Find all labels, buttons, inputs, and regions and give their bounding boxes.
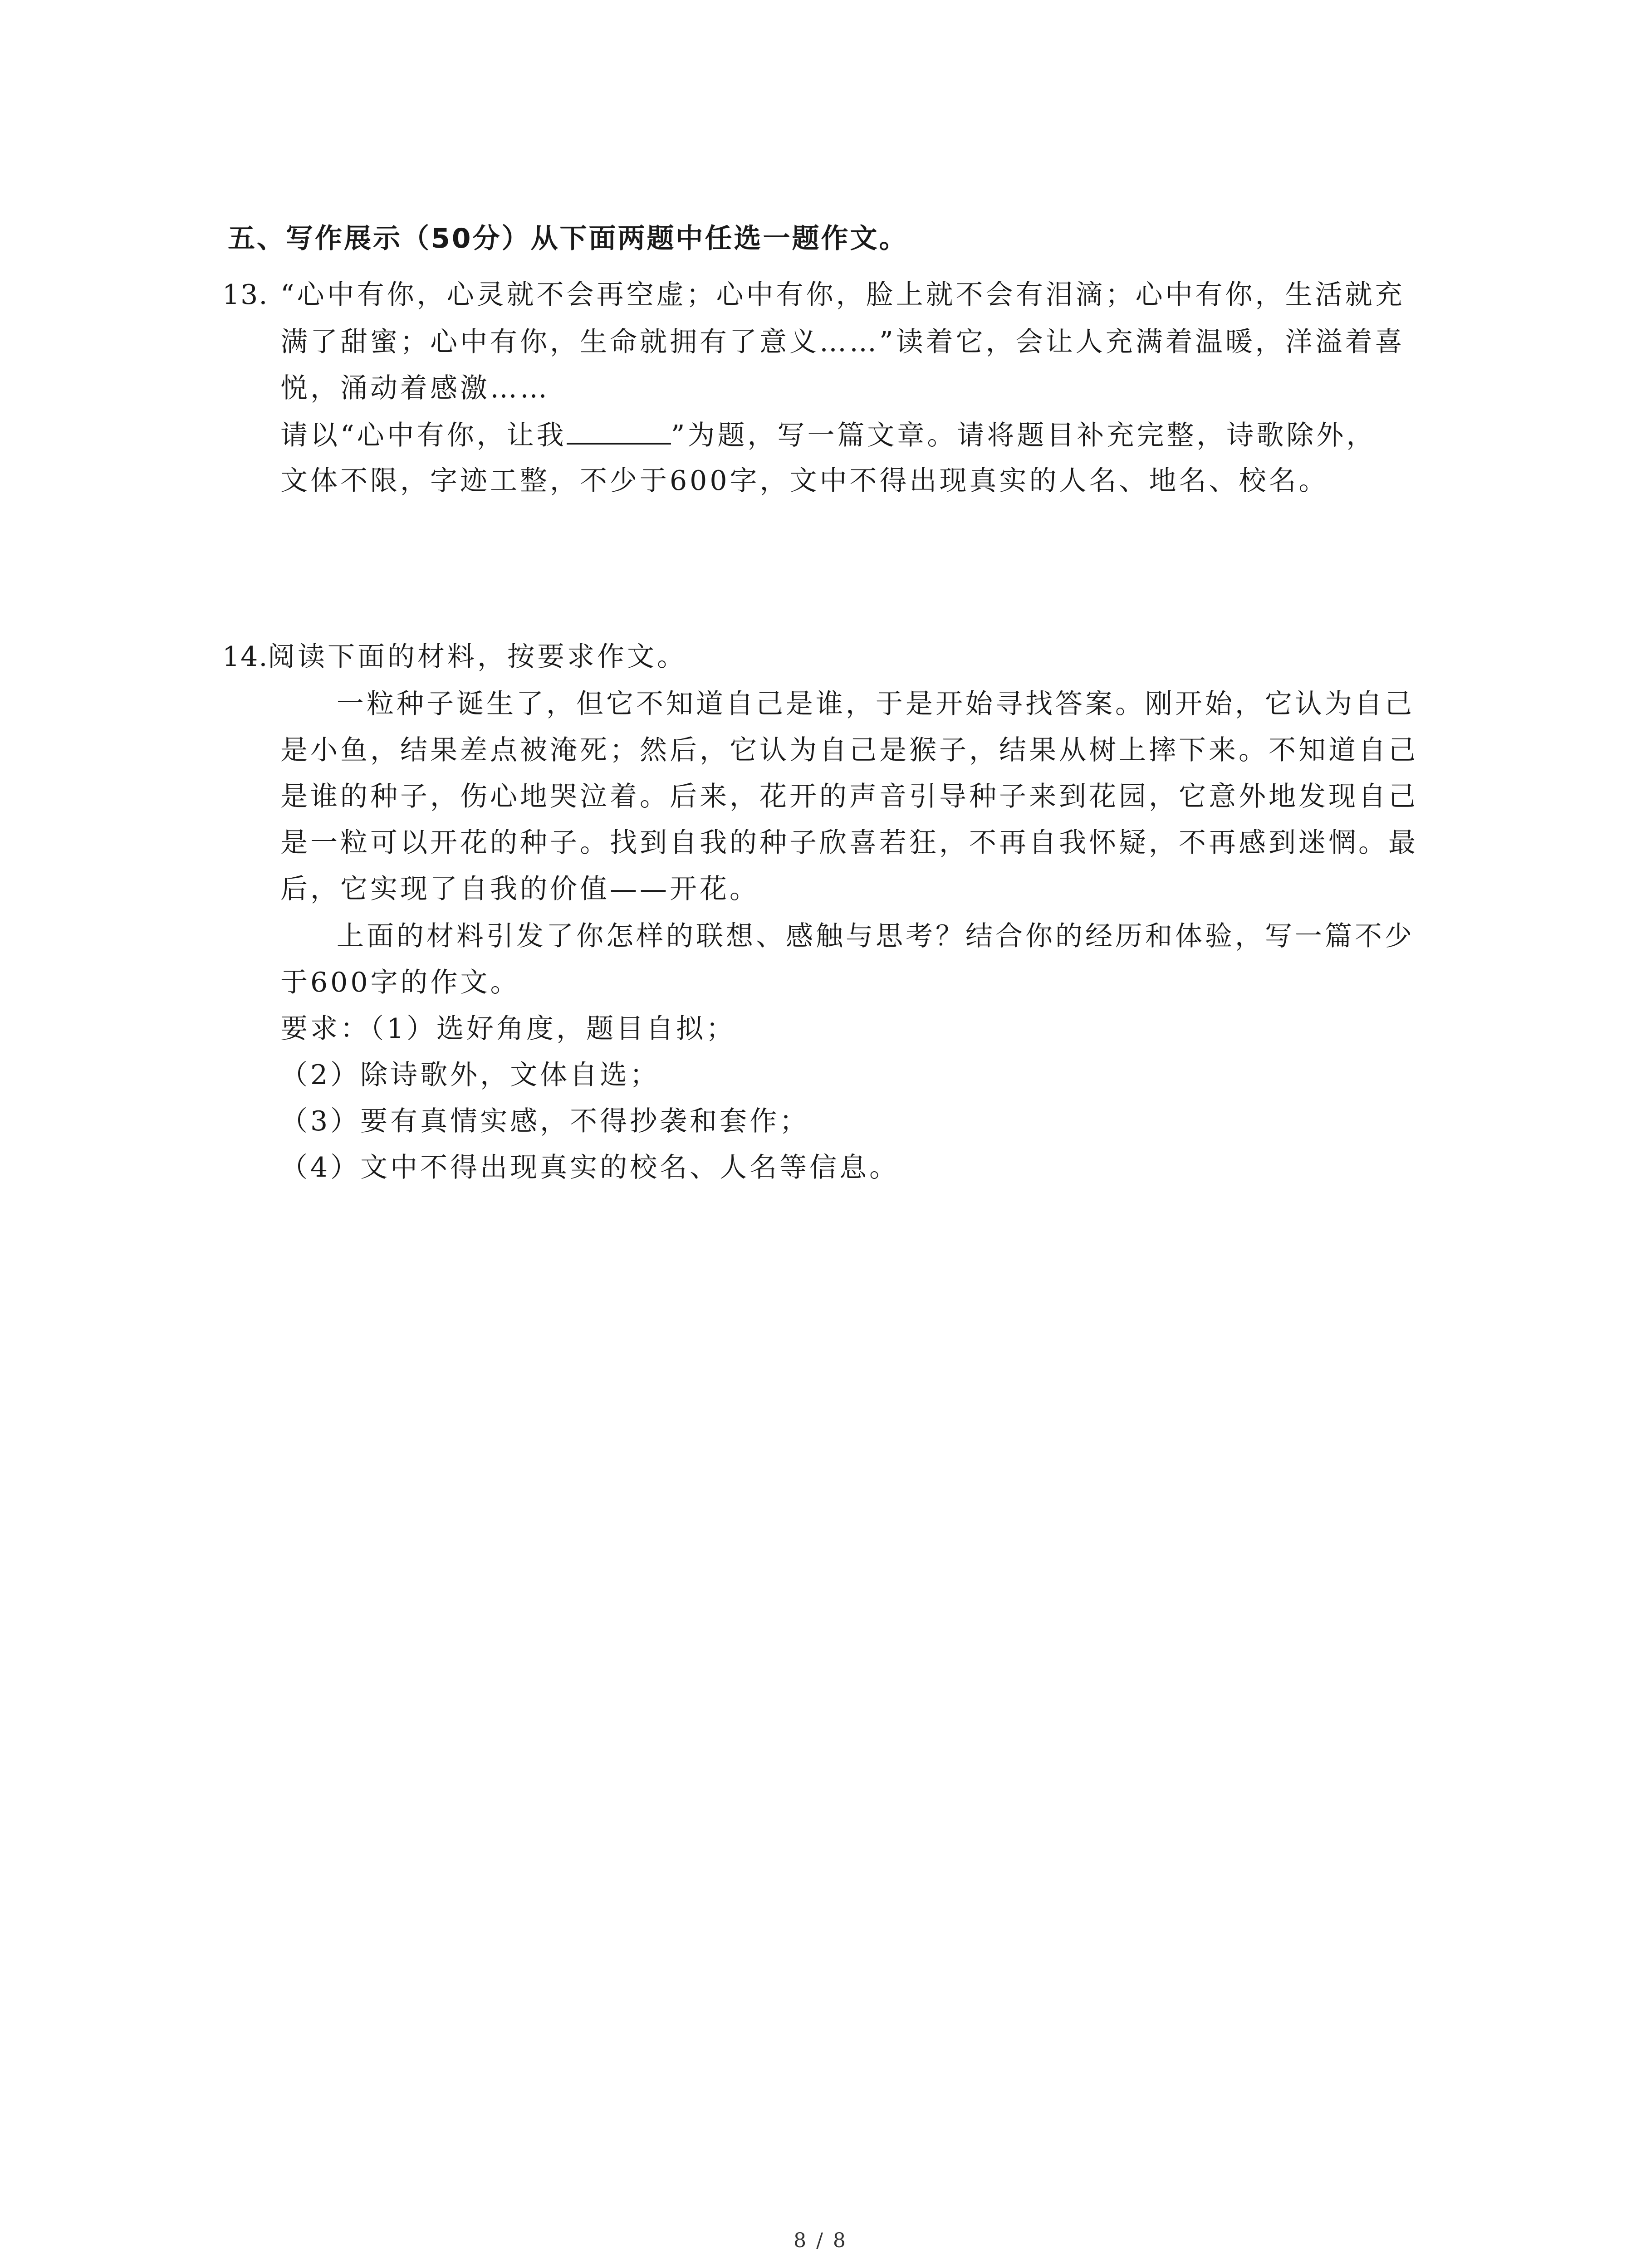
question-13-line-3: 悦，涌动着感激…… [280, 372, 550, 404]
question-13-line-1: “心中有你，心灵就不会再空虚；心中有你，脸上就不会有泪滴；心中有你，生活就充 [280, 279, 1405, 311]
material-line-4: 是一粒可以开花的种子。找到自我的种子欣喜若狂，不再自我怀疑，不再感到迷惘。最 [280, 827, 1418, 859]
requirement-2: （2）除诗歌外，文体自选； [280, 1059, 660, 1091]
question-13-line-2: 满了甜蜜；心中有你，生命就拥有了意义……”读着它，会让人充满着温暖，洋溢着喜 [280, 326, 1405, 358]
task-line-1: 上面的材料引发了你怎样的联想、感触与思考？结合你的经历和体验，写一篇不少 [337, 920, 1415, 952]
prompt-after-blank: ”为题，写一篇文章。请将题目补充完整，诗歌除外， [671, 420, 1376, 451]
prompt-before-blank: 请以“心中有你，让我 [280, 420, 567, 451]
task-line-2: 于600字的作文。 [280, 967, 520, 998]
question-13-prompt [280, 415, 1376, 455]
requirement-3: （3）要有真情实感，不得抄袭和套作； [280, 1105, 810, 1137]
section-heading: 五、写作展示（50分）从下面两题中任选一题作文。 [228, 223, 908, 254]
requirement-4: （4）文中不得出现真实的校名、人名等信息。 [280, 1152, 900, 1183]
material-line-3: 是谁的种子，伤心地哭泣着。后来，花开的声音引导种子来到花园，它意外地发现自己 [280, 781, 1418, 812]
question-14-intro: 阅读下面的材料，按要求作文。 [268, 641, 687, 673]
material-line-2: 是小鱼，结果差点被淹死；然后，它认为自己是猴子，结果从树上摔下来。不知道自己 [280, 734, 1418, 766]
requirement-1: 要求：（1）选好角度，题目自拟； [280, 1013, 736, 1045]
page-number: 8 / 8 [794, 2229, 847, 2252]
question-13-prompt-line-2: 文体不限，字迹工整，不少于600字，文中不得出现真实的人名、地名、校名。 [280, 465, 1329, 497]
question-14-number: 14. [222, 641, 269, 673]
title-blank [567, 415, 671, 445]
material-line-1: 一粒种子诞生了，但它不知道自己是谁，于是开始寻找答案。刚开始，它认为自己 [337, 688, 1415, 720]
question-13-number: 13. [222, 279, 269, 311]
material-line-5: 后，它实现了自我的价值——开花。 [280, 873, 759, 905]
